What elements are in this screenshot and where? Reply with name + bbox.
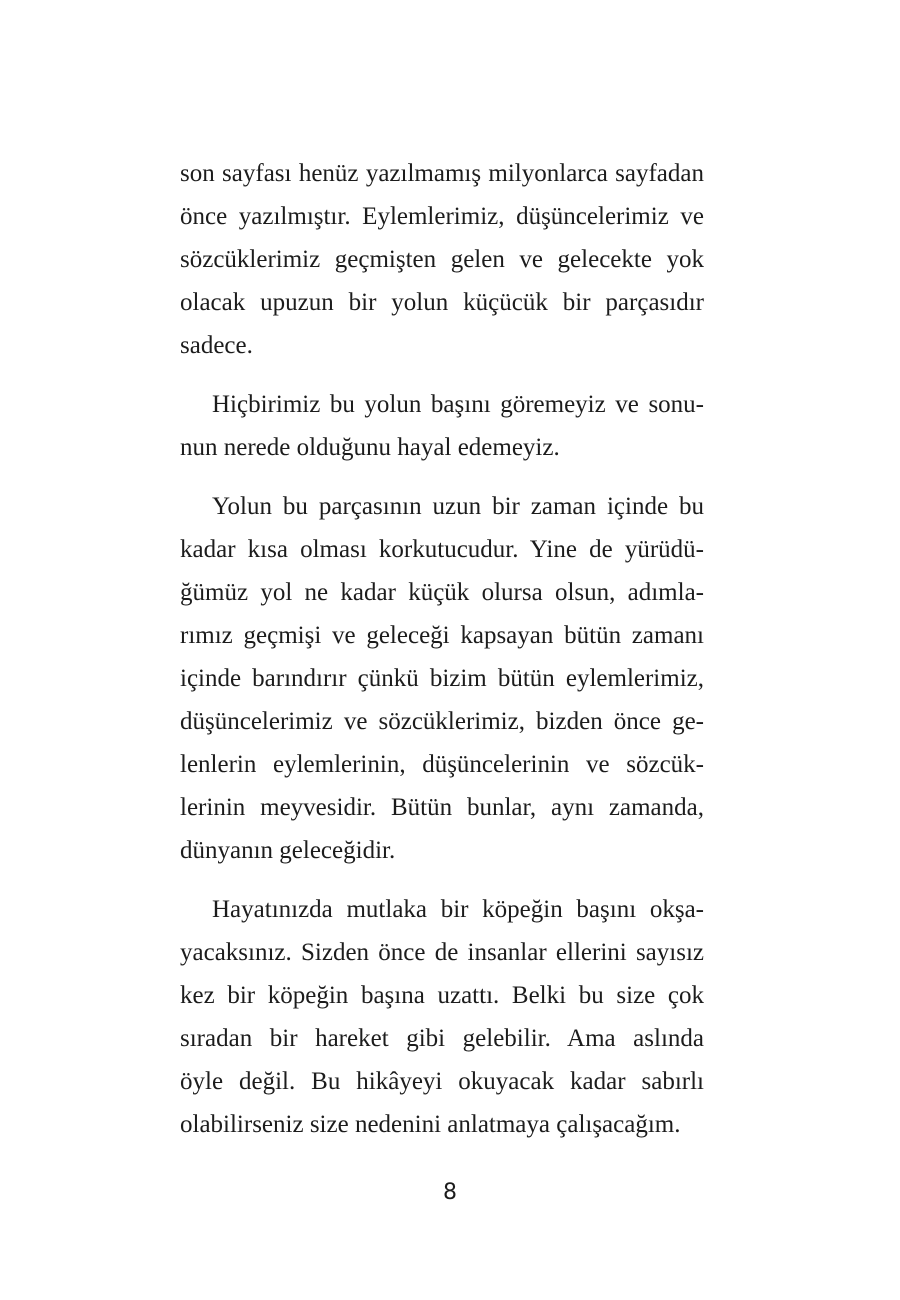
text-line: olabilirseniz size nedenini anlatmaya çalışacağım. [180,1111,681,1138]
text-line: öyle değil. Bu hikâyeyi okuyacak kadar sabırlı [180,1068,704,1095]
text-line: sıradan bir hareket gibi gelebilir. Ama aslında [180,1025,704,1052]
paragraph-3 [180,485,704,872]
text-line: son sayfası henüz yazılmamış milyonlarca sayfadan [180,160,704,187]
text-line: düşüncelerimiz ve sözcüklerimiz, bizden önce ge- [180,708,704,735]
text-line: rımız geçmişi ve geleceği kapsayan bütün zamanı [180,622,704,649]
paragraph-4 [180,888,704,1146]
text-line: lenlerin eylemlerinin, düşüncelerinin ve sözcük- [180,751,704,778]
page-number: 8 [443,1180,457,1205]
paragraph-gap [180,469,704,485]
text-line: sadece. [180,332,253,359]
paragraph-gap [180,367,704,383]
text-line: sözcüklerimiz geçmişten gelen ve gelecekte yok [180,246,704,273]
text-line: kez bir köpeğin başına uzattı. Belki bu size çok [180,982,704,1009]
text-line: içinde barındırır çünkü bizim bütün eylemlerimiz, [180,665,704,692]
text-line: nun nerede olduğunu hayal edemeyiz. [180,434,560,461]
text-line: kadar kısa olması korkutucudur. Yine de yürüdü- [180,536,704,563]
text-line: Hayatınızda mutlaka bir köpeğin başını okşa- [212,896,704,923]
text-line: Yolun bu parçasının uzun bir zaman içinde bu [212,493,704,520]
text-line: dünyanın geleceğidir. [180,837,396,864]
paragraph-gap [180,872,704,888]
paragraph-2 [180,383,704,469]
text-line: önce yazılmıştır. Eylemlerimiz, düşüncelerimiz ve [180,203,704,230]
paragraph-1 [180,152,704,367]
text-line: ğümüz yol ne kadar küçük olursa olsun, adımla- [180,579,704,606]
text-line: Hiçbirimiz bu yolun başını göremeyiz ve sonu- [212,391,704,418]
body-text [180,152,704,1146]
text-line: olacak upuzun bir yolun küçücük bir parçasıdır [180,289,704,316]
text-line: yacaksınız. Sizden önce de insanlar ellerini sayısız [180,939,704,966]
text-line: lerinin meyvesidir. Bütün bunlar, aynı zamanda, [180,794,704,821]
